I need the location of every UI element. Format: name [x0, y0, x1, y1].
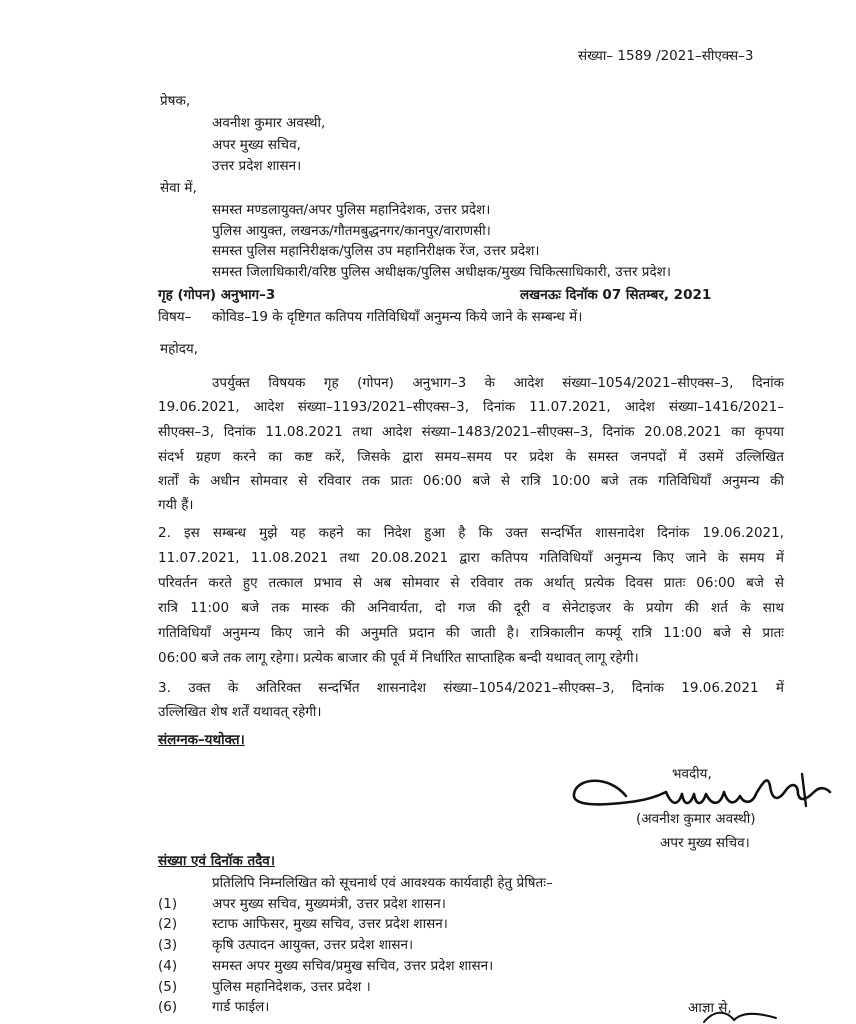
signatory-designation: अपर मुख्य सचिव।	[660, 835, 750, 851]
paragraph-line: संदर्भ ग्रहण करने का कष्ट करें, जिसके द्वारा समय–समय पर प्रदेश के समस्त जनपदों में उसमें उल्लिखित	[158, 449, 784, 465]
recipients-label: सेवा में,	[160, 180, 197, 196]
paragraph-line: 3. उक्त के अतिरिक्त सन्दर्भित शासनादेश संख्या–1054/2021–सीएक्स–3, दिनांक 19.06.2021 में	[158, 680, 784, 696]
signatory-name: (अवनीश कुमार अवस्थी)	[636, 811, 756, 827]
subject-text: कोविड–19 के दृष्टिगत कतिपय गतिविधियॉं अनुमन्य किये जाने के सम्बन्ध में।	[212, 309, 583, 325]
salutation: महोदय,	[160, 341, 199, 357]
copy-item-text: समस्त अपर मुख्य सचिव/प्रमुख सचिव, उत्तर प्रदेश शासन।	[212, 958, 494, 974]
copy-heading: संख्या एवं दिनॉक तदैव।	[158, 853, 275, 869]
copy-item-text: कृषि उत्पादन आयुक्त, उत्तर प्रदेश शासन।	[212, 937, 414, 953]
paragraph-line: उपर्युक्त विषयक गृह (गोपन) अनुभाग–3 के आदेश संख्या–1054/2021–सीएक्स–3, दिनांक	[212, 375, 784, 391]
paragraph-line: रात्रि 11:00 बजे तक मास्क की अनिवार्यता, दो गज की दूरी व सेनेटाइजर के प्रयोग की शर्त के साथ	[158, 600, 784, 616]
copy-item-text: गार्ड फाईल।	[212, 999, 270, 1015]
copy-intro: प्रतिलिपि निम्नलिखित को सूचनार्थ एवं आवश्यक कार्यवाही हेतु प्रेषितः–	[212, 875, 553, 891]
recipient-item: समस्त पुलिस महानिरीक्षक/पुलिस उप महानिरीक्षक रेंज, उत्तर प्रदेश।	[212, 243, 540, 259]
sender-label: प्रेषक,	[160, 93, 191, 109]
paragraph-line: 2. इस सम्बन्ध मुझे यह कहने का निदेश हुआ है कि उक्त सन्दर्भित शासनादेश दिनांक 19.06.2021,	[158, 525, 784, 541]
copy-item-number: (3)	[158, 937, 178, 953]
copy-item-text: पुलिस महानिदेशक, उत्तर प्रदेश ।	[212, 979, 371, 995]
place-date: लखनऊः दिनॉक 07 सितम्बर, 2021	[520, 287, 712, 303]
copy-item-number: (4)	[158, 958, 178, 974]
paragraph-line: गतिविधियॉं अनुमन्य किए जाने की अनुमति प्रदान की जाती है। रात्रिकालीन कर्फ्यू रात्रि 11:00 बजे से प्रातः	[158, 625, 784, 641]
copy-item-number: (1)	[158, 896, 178, 912]
reference-number: संख्या– 1589 /2021–सीएक्स–3	[578, 48, 754, 64]
partial-signature-image	[700, 1008, 780, 1024]
paragraph-line: 06:00 बजे तक लागू रहेगा। प्रत्येक बाजार की पूर्व में निर्धारित साप्ताहिक बन्दी यथावत् लागू रहेगी।	[158, 650, 639, 666]
subject-label: विषय–	[158, 309, 192, 325]
recipient-item: समस्त जिलाधिकारी/वरिष्ठ पुलिस अधीक्षक/पुलिस अधीक्षक/मुख्य चिकित्साधिकारी, उत्तर प्रदेश।	[212, 264, 671, 280]
copy-item-text: अपर मुख्य सचिव, मुख्यमंत्री, उत्तर प्रदेश शासन।	[212, 896, 446, 912]
sender-office: उत्तर प्रदेश शासन।	[212, 158, 302, 174]
paragraph-line: 19.06.2021, आदेश संख्या–1193/2021–सीएक्स–3, दिनांक 11.07.2021, आदेश संख्या–1416/2021–	[158, 399, 784, 415]
enclosure-note: संलग्नक–यथोक्त।	[158, 732, 245, 748]
paragraph-line: 11.07.2021, 11.08.2021 तथा 20.08.2021 द्वारा कतिपय गतिविधियॉं अनुमन्य किए जाने के समय में	[158, 550, 784, 566]
copy-item-text: स्टाफ आफिसर, मुख्य सचिव, उत्तर प्रदेश शासन।	[212, 916, 448, 932]
copy-item-number: (5)	[158, 979, 178, 995]
sender-name: अवनीश कुमार अवस्थी,	[212, 115, 326, 131]
copy-item-number: (2)	[158, 916, 178, 932]
paragraph-line: सीएक्स–3, दिनांक 11.08.2021 तथा आदेश संख्या–1483/2021–सीएक्स–3, दिनांक 20.08.2021 का कृपया	[158, 424, 784, 440]
recipient-item: समस्त मण्डलायुक्त/अपर पुलिस महानिदेशक, उत्तर प्रदेश।	[212, 202, 491, 218]
paragraph-line: गयी हैं।	[158, 497, 194, 513]
sender-designation: अपर मुख्य सचिव,	[212, 137, 301, 153]
paragraph-line: शर्तों के अधीन सोमवार से रविवार तक प्रातः 06:00 बजे से रात्रि 10:00 बजे तक गतिविधियॉं अनुमन्य की	[158, 473, 784, 489]
paragraph-line: उल्लिखित शेष शर्तें यथावत् रहेगी।	[158, 704, 322, 720]
order-note: आज्ञा से,	[688, 1000, 732, 1016]
department-name: गृह (गोपन) अनुभाग–3	[158, 287, 276, 303]
recipient-item: पुलिस आयुक्त, लखनऊ/गौतमबुद्धनगर/कानपुर/वाराणसी।	[212, 223, 491, 239]
closing-yours: भवदीय,	[672, 766, 712, 782]
copy-item-number: (6)	[158, 999, 178, 1015]
paragraph-line: परिवर्तन करते हुए तत्काल प्रभाव से अब सोमवार से रविवार तक अर्थात् प्रत्येक दिवस प्रातः 06:00 बजे से	[158, 575, 784, 591]
